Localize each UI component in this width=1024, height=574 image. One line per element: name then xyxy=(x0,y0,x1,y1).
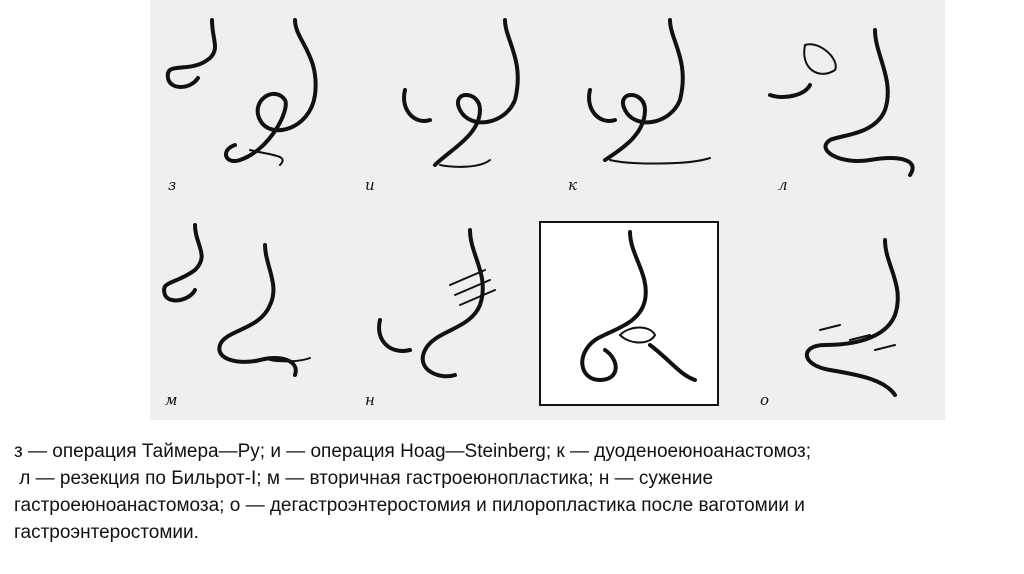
caption-line-2: л — резекция по Бильрот-I; м — вторичная гастроеюнопластика; н — сужение xyxy=(14,468,714,489)
caption-line-1: з — операция Таймера—Ру; и — операция Hoag—Steinberg; к — дуоденоеюноанастомоз; xyxy=(14,441,811,462)
panel-boxed-drawing xyxy=(540,222,718,405)
diagrams-svg xyxy=(150,0,945,420)
panel-label-k: к xyxy=(568,176,577,194)
panel-label-n: н xyxy=(365,391,375,409)
panel-label-o: о xyxy=(760,391,770,409)
figure-caption xyxy=(14,438,1004,546)
panel-label-m: м xyxy=(165,391,178,409)
surgical-diagrams-figure xyxy=(150,0,945,420)
panel-label-l: л xyxy=(778,176,788,194)
panel-label-i: и xyxy=(365,176,375,194)
caption-line-3: гастроеюноанастомоза; о — дегастроэнтеростомия и пилоропластика после ваготомии и xyxy=(14,495,805,516)
panel-label-z: з xyxy=(168,176,177,194)
caption-line-4: гастроэнтеростомии. xyxy=(14,522,199,543)
